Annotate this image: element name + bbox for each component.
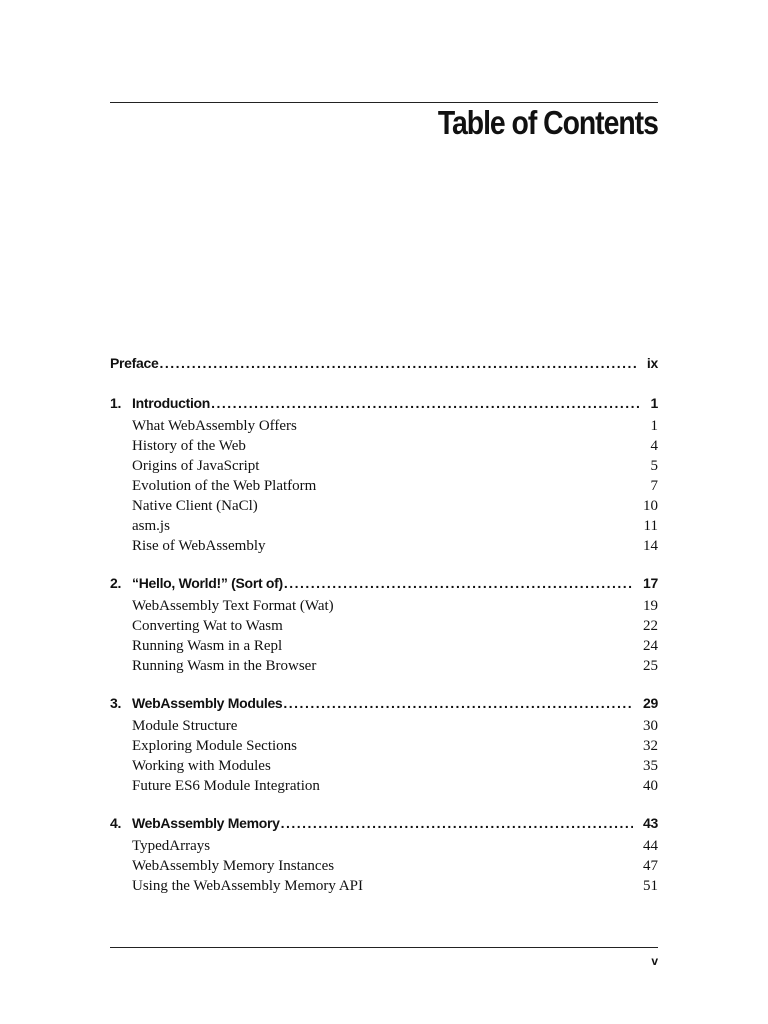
section-title: Future ES6 Module Integration (132, 778, 320, 794)
toc-chapter-entry[interactable] (110, 810, 658, 836)
toc-chapter (110, 810, 658, 896)
chapter-number: 4. (110, 815, 122, 831)
dot-leader (211, 390, 640, 416)
toc-section-entry[interactable] (110, 856, 658, 876)
dot-leader (281, 810, 633, 836)
section-page: 1 (650, 418, 658, 434)
section-title: Running Wasm in a Repl (132, 638, 283, 654)
chapter-page: 29 (643, 695, 658, 711)
section-page: 51 (643, 878, 658, 894)
toc-section-entry[interactable] (110, 736, 658, 756)
toc-preface-page: ix (646, 355, 658, 371)
chapter-title: Introduction (132, 395, 211, 411)
chapter-page: 1 (650, 395, 658, 411)
toc-chapter (110, 690, 658, 796)
section-page: 5 (650, 458, 658, 474)
section-title: asm.js (132, 518, 170, 534)
section-title: Working with Modules (132, 758, 271, 774)
section-title: Using the WebAssembly Memory API (132, 878, 364, 894)
section-page: 14 (643, 538, 658, 554)
chapter-number: 3. (110, 695, 122, 711)
toc-section-entry[interactable] (110, 836, 658, 856)
section-page: 30 (643, 718, 658, 734)
dot-leader (283, 690, 633, 716)
section-page: 11 (643, 518, 658, 534)
section-page: 35 (643, 758, 658, 774)
toc-chapter-entry[interactable] (110, 690, 658, 716)
bottom-divider (110, 947, 658, 948)
section-page: 4 (650, 438, 658, 454)
dot-leader (284, 570, 633, 596)
chapter-number: 2. (110, 575, 122, 591)
chapter-number: 1. (110, 395, 122, 411)
toc-section-entry[interactable] (110, 876, 658, 896)
section-page: 24 (643, 638, 658, 654)
toc-section-entry[interactable] (110, 596, 658, 616)
section-page: 7 (650, 478, 658, 494)
page-number: v (651, 954, 658, 968)
section-page: 40 (643, 778, 658, 794)
section-title: WebAssembly Memory Instances (132, 858, 335, 874)
section-title: Native Client (NaCl) (132, 498, 258, 514)
top-divider (110, 102, 658, 103)
toc-section-entry[interactable] (110, 476, 658, 496)
toc-chapter-entry[interactable] (110, 570, 658, 596)
toc-preface-entry[interactable] (110, 350, 658, 376)
section-page: 22 (643, 618, 658, 634)
toc-preface (110, 350, 658, 376)
toc-section-entry[interactable] (110, 616, 658, 636)
section-page: 47 (643, 858, 658, 874)
section-title: What WebAssembly Offers (132, 418, 297, 434)
chapter-title: “Hello, World!” (Sort of) (132, 575, 283, 591)
section-title: WebAssembly Text Format (Wat) (132, 598, 334, 614)
toc-section-entry[interactable] (110, 516, 658, 536)
section-title: History of the Web (132, 438, 246, 454)
toc-section-entry[interactable] (110, 776, 658, 796)
section-title: Module Structure (132, 718, 238, 734)
page-title: Table of Contents (437, 104, 658, 141)
toc-section-entry[interactable] (110, 416, 658, 436)
toc-chapter (110, 390, 658, 556)
section-title: TypedArrays (132, 838, 211, 854)
section-title: Evolution of the Web Platform (132, 478, 317, 494)
section-page: 44 (643, 838, 658, 854)
section-title: Exploring Module Sections (132, 738, 297, 754)
section-page: 32 (643, 738, 658, 754)
toc-section-entry[interactable] (110, 716, 658, 736)
table-of-contents (110, 350, 658, 896)
chapter-page: 43 (643, 815, 658, 831)
section-title: Origins of JavaScript (132, 458, 260, 474)
section-title: Rise of WebAssembly (132, 538, 266, 554)
section-page: 25 (643, 658, 658, 674)
section-page: 10 (643, 498, 658, 514)
toc-preface-title: Preface (110, 355, 159, 371)
chapter-page: 17 (643, 575, 658, 591)
toc-section-entry[interactable] (110, 496, 658, 516)
toc-chapter-entry[interactable] (110, 390, 658, 416)
section-title: Running Wasm in the Browser (132, 658, 317, 674)
toc-section-entry[interactable] (110, 456, 658, 476)
toc-section-entry[interactable] (110, 656, 658, 676)
toc-section-entry[interactable] (110, 536, 658, 556)
chapter-title: WebAssembly Memory (132, 815, 280, 831)
toc-section-entry[interactable] (110, 436, 658, 456)
chapter-title: WebAssembly Modules (132, 695, 283, 711)
toc-section-entry[interactable] (110, 756, 658, 776)
section-title: Converting Wat to Wasm (132, 618, 283, 634)
toc-section-entry[interactable] (110, 636, 658, 656)
toc-chapter (110, 570, 658, 676)
dot-leader (160, 350, 637, 376)
section-page: 19 (643, 598, 658, 614)
